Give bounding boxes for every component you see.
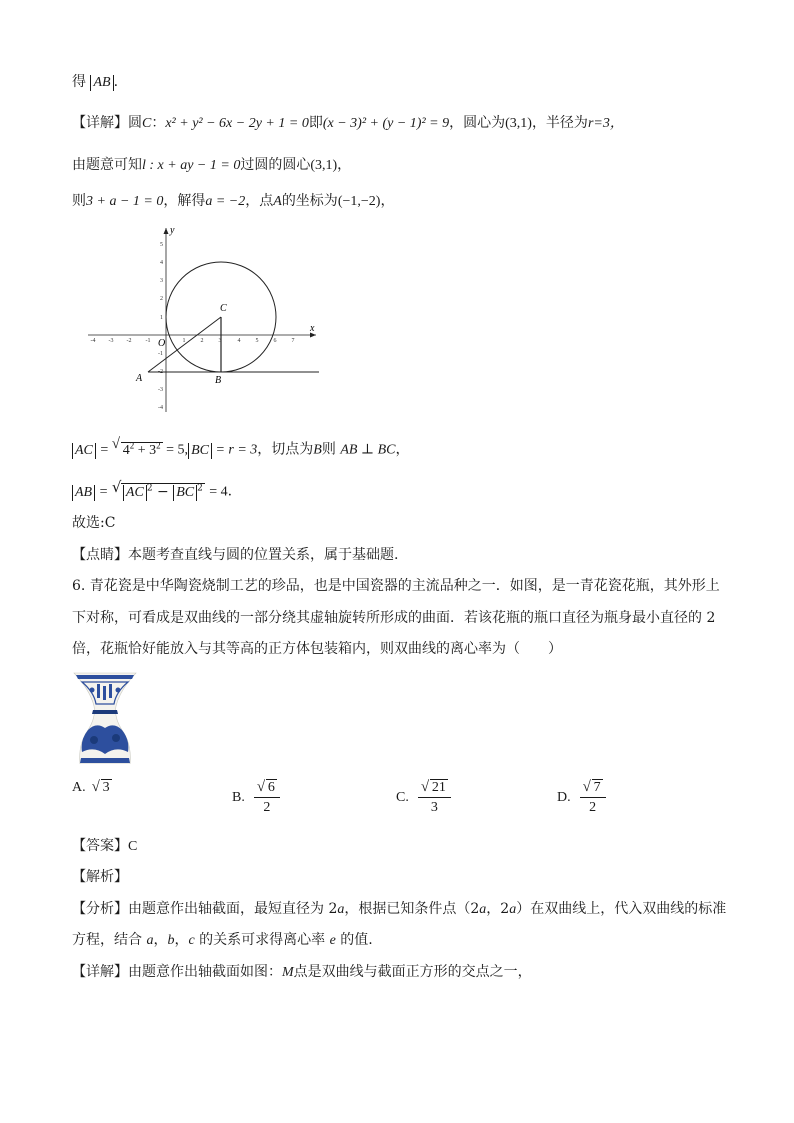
circle-name: C <box>142 116 152 131</box>
abs-ac: AC <box>72 443 96 459</box>
line-tangent-line <box>72 155 351 176</box>
y-tick-labels <box>158 242 166 411</box>
x-tick: 4 <box>237 338 241 344</box>
radical-sign: √ <box>582 779 591 795</box>
vase-decor <box>109 684 112 698</box>
section-tag: 【详解】 <box>72 115 128 131</box>
section-tag: 【详解】 <box>72 964 128 980</box>
point-b-label: B <box>215 375 222 386</box>
line-jiexi: 【解析】 <box>72 869 128 885</box>
vase-decor <box>103 686 106 700</box>
sqrt: √ $4^2 + 3^2$ <box>111 436 161 458</box>
text: 由题意作出轴截面，最短直径为 2 <box>128 901 338 917</box>
y-tick: 1 <box>160 315 163 321</box>
circle-radius: r=3， <box>587 116 624 131</box>
text: 点是双曲线与截面正方形的交点之一， <box>293 964 532 980</box>
text: ， <box>153 932 168 948</box>
solution: a = −2 <box>205 194 246 209</box>
var: a <box>337 902 345 917</box>
sqrt: √ AC $^2$ − BC $^2$ <box>111 478 203 500</box>
choice-c[interactable] <box>396 780 454 816</box>
section-tag: 【点睛】 <box>72 547 128 563</box>
text: 的坐标为 <box>281 193 338 209</box>
y-tick: 4 <box>160 260 163 266</box>
line-equation: l : x + ay − 1 = 0 <box>142 158 241 173</box>
line-ab-length <box>72 478 232 503</box>
text: . <box>227 483 233 500</box>
text: ，半径为 <box>531 115 588 131</box>
sqrt <box>257 780 277 796</box>
vase-decor <box>116 688 121 693</box>
choice-label: A. <box>72 780 86 795</box>
numerator: 7 <box>593 780 601 795</box>
radical-sign: √ <box>111 436 120 452</box>
perpendicular-relation: AB ⊥ BC <box>340 442 396 458</box>
vase-decor <box>97 684 100 698</box>
numerator: 6 <box>267 780 275 795</box>
point-label: B <box>313 442 322 458</box>
line-xiangjie-circle <box>72 113 624 134</box>
text: 则 <box>321 441 336 458</box>
sqrt <box>92 780 112 796</box>
vase-rim-band <box>76 675 134 679</box>
point-c-label: C <box>220 303 227 314</box>
text: 4 <box>122 442 130 458</box>
vase-body-scene <box>82 725 129 754</box>
text: . <box>113 74 119 90</box>
text: ，根据已知条件点（2 <box>344 901 480 917</box>
text: = <box>99 484 108 500</box>
denominator: 3 <box>430 800 438 815</box>
text: − <box>157 483 169 500</box>
text: ，点 <box>245 193 274 209</box>
text: 则 <box>72 193 86 209</box>
text: 即 <box>308 115 323 131</box>
question-6-line-3: 倍，花瓶恰好能放入与其等高的正方体包装箱内，则双曲线的离心率为（ ） <box>72 641 562 657</box>
y-tick: 3 <box>160 278 163 284</box>
equation: 3 + a − 1 = 0 <box>86 194 164 209</box>
choice-b[interactable] <box>232 780 283 816</box>
center-point: (3,1) <box>310 158 338 173</box>
text: = 4 <box>209 484 228 500</box>
text: ，解得 <box>163 193 206 209</box>
point-label: A <box>273 194 282 209</box>
text: 3 <box>149 442 157 458</box>
blue-white-porcelain-vase-image <box>72 670 138 764</box>
text: ，切点为 <box>257 441 314 458</box>
section-tag: 【答案】 <box>72 838 128 854</box>
x-tick: -4 <box>90 338 96 344</box>
vase-decor <box>82 725 129 754</box>
var: e <box>329 933 336 948</box>
text: = 5, <box>162 442 189 458</box>
vase-base-band <box>80 758 130 763</box>
var: a <box>146 933 154 948</box>
line-choice: 故选:C <box>72 515 116 531</box>
text: 得 <box>72 74 86 90</box>
var: c <box>188 933 195 948</box>
var: b <box>167 933 175 948</box>
choice-label: D. <box>557 790 571 805</box>
denominator: 2 <box>589 800 597 815</box>
abs-bc: BC <box>188 443 212 459</box>
vase-waist-band <box>92 710 118 714</box>
y-tick: 5 <box>160 242 163 248</box>
text: ，2 <box>486 901 510 917</box>
choice-value: 3 <box>102 780 110 795</box>
numerator: 21 <box>431 780 446 795</box>
text: = <box>100 442 112 458</box>
circle-equation: x² + y² − 6x − 2y + 1 = 0 <box>165 116 309 131</box>
line-ab-result <box>72 72 118 92</box>
radical-sign: √ <box>91 779 100 795</box>
x-tick: 1 <box>182 338 186 344</box>
line-fenxi-2 <box>72 930 373 951</box>
fraction <box>580 780 606 816</box>
radical-sign: √ <box>111 478 122 496</box>
choice-label: C. <box>396 790 409 805</box>
y-axis-label: y <box>170 225 175 236</box>
point-a-label: A <box>136 373 143 384</box>
text: = r = 3 <box>211 442 258 458</box>
sqrt <box>583 780 603 796</box>
denominator: 2 <box>263 800 271 815</box>
section-tag: 【分析】 <box>72 901 128 917</box>
text: ， <box>337 157 352 173</box>
choice-a[interactable] <box>72 780 112 796</box>
line-xiangjie-2 <box>72 962 532 983</box>
text: 由题意可知 <box>72 157 142 173</box>
circle-standard-equation: (x − 3)² + (y − 1)² = 9 <box>322 116 450 131</box>
abs-bc: BC <box>173 485 197 501</box>
text: 的关系可求得离心率 <box>194 932 330 948</box>
question-6-line-2: 下对称，可看成是双曲线的一部分绕其虚轴旋转所形成的曲面．若该花瓶的瓶口直径为瓶身最小直径的 2 <box>72 610 716 626</box>
radical-sign: √ <box>256 779 266 795</box>
line-ac-bc <box>72 435 409 461</box>
text: 由题意作出轴截面如图： <box>128 964 282 980</box>
x-tick: 2 <box>200 338 204 344</box>
coordinate: (−1,−2) <box>337 194 381 209</box>
line-fenxi-1 <box>72 899 726 920</box>
fraction <box>418 780 451 816</box>
var: a <box>479 902 487 917</box>
line-solve-a <box>72 191 394 212</box>
x-tick: -1 <box>145 338 151 344</box>
vase-decor <box>90 736 98 744</box>
text: 的值. <box>335 932 373 948</box>
x-tick: 6 <box>273 338 277 344</box>
origin-label: O <box>158 338 166 349</box>
x-tick: -3 <box>108 338 114 344</box>
y-tick: -3 <box>158 387 163 393</box>
y-tick: -1 <box>158 351 163 357</box>
choice-d[interactable] <box>557 780 609 816</box>
text: 方程，结合 <box>72 932 147 948</box>
vase-decor <box>90 688 95 693</box>
y-tick: 2 <box>160 296 163 302</box>
fraction <box>254 780 280 816</box>
y-tick: -4 <box>158 405 163 411</box>
circle-center: (3,1) <box>505 116 532 131</box>
text: ， <box>380 193 395 209</box>
abs-ab: AB <box>72 485 95 501</box>
answer-value: C <box>128 839 138 854</box>
var: a <box>509 902 517 917</box>
text: ： <box>151 115 166 131</box>
line-answer <box>72 836 137 857</box>
y-tick: -2 <box>158 369 163 375</box>
abs-ac: AC <box>123 485 147 501</box>
x-tick: 7 <box>291 338 295 344</box>
text: ，圆心为 <box>449 115 506 131</box>
choice-label: B. <box>232 790 245 805</box>
text: ， <box>395 441 410 458</box>
text: ， <box>174 932 189 948</box>
text: 过圆的圆心 <box>240 157 311 173</box>
text: ）在双曲线上，代入双曲线的标准 <box>516 901 727 917</box>
radical-sign: √ <box>420 779 430 795</box>
sqrt <box>421 780 448 796</box>
text: 本题考查直线与圆的位置关系，属于基础题. <box>128 547 399 563</box>
circle-tangent-diagram <box>84 222 324 414</box>
x-tick: 3 <box>218 338 222 344</box>
point-label: M <box>282 965 294 980</box>
x-axis-label: x <box>310 323 315 334</box>
text: 圆 <box>128 115 142 131</box>
x-tick: -2 <box>126 338 132 344</box>
question-6-line-1: 6. 青花瓷是中华陶瓷烧制工艺的珍品，也是中国瓷器的主流品种之一．如图，是一青花瓷花瓶，其外形上 <box>72 578 720 594</box>
abs-ab: AB <box>90 75 113 91</box>
vase-decor <box>112 734 120 742</box>
y-axis-arrow <box>164 228 169 234</box>
x-tick: 5 <box>255 338 259 344</box>
line-dianjing <box>72 545 398 565</box>
